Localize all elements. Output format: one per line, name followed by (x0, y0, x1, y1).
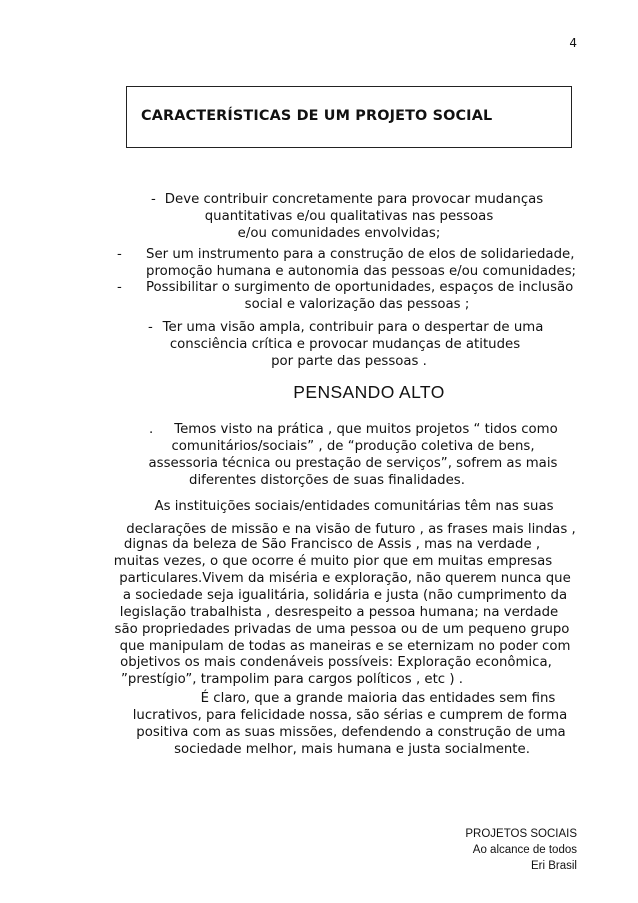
paragraph-2-line-9: que manipulam de todas as maneiras e se eternizam no poder com (119, 639, 571, 654)
bullet-2-line-1: Ser um instrumento para a construção de elos de solidariedade, (146, 247, 575, 262)
section-heading: PENSANDO ALTO (293, 382, 445, 402)
bullet-3-line-1: Possibilitar o surgimento de oportunidades, espaços de inclusão (146, 280, 574, 295)
paragraph-1-line-1: Temos visto na prática , que muitos projetos “ tidos como (174, 422, 558, 437)
bullet-dash: - (148, 320, 153, 335)
paragraph-marker: . (149, 422, 154, 437)
page-title: CARACTERÍSTICAS DE UM PROJETO SOCIAL (141, 108, 493, 124)
bullet-4-line-1: Ter uma visão ampla, contribuir para o despertar de uma (162, 320, 544, 335)
footer-line-1: PROJETOS SOCIAIS (465, 828, 577, 840)
paragraph-2-line-1: As instituições sociais/entidades comunitárias têm nas suas (154, 499, 554, 514)
bullet-4-line-2: consciência crítica e provocar mudanças de atitudes (169, 337, 521, 352)
bullet-2-line-2: promoção humana e autonomia das pessoas e/ou comunidades; (146, 264, 577, 279)
paragraph-2-line-2: declarações de missão e na visão de futuro , as frases mais lindas , (126, 522, 576, 537)
bullet-1-line-1: Deve contribuir concretamente para provocar mudanças (164, 192, 544, 207)
paragraph-2-line-4: muitas vezes, o que ocorre é muito pior que em muitas empresas (113, 554, 553, 569)
paragraph-2-line-11: ”prestígio”, trampolim para cargos políticos , etc ) . (121, 672, 463, 687)
paragraph-2-line-6: a sociedade seja igualitária, solidária e justa (não cumprimento da (122, 588, 568, 603)
paragraph-3-line-3: positiva com as suas missões, defendendo a construção de uma (136, 725, 566, 740)
paragraph-1-line-4: diferentes distorções de suas finalidades. (189, 473, 465, 488)
bullet-dash: - (117, 280, 122, 295)
bullet-dash: - (151, 192, 156, 207)
paragraph-3-line-2: lucrativos, para felicidade nossa, são sérias e cumprem de forma (132, 708, 568, 723)
footer (465, 826, 577, 874)
paragraph-2-line-8: são propriedades privadas de uma pessoa ou de um pequeno grupo (114, 622, 570, 637)
paragraph-1-line-3: assessoria técnica ou prestação de serviços”, sofrem as mais (148, 456, 558, 471)
bullet-3-line-2: social e valorização das pessoas ; (244, 297, 470, 312)
page-number: 4 (569, 36, 577, 50)
footer-line-2: Ao alcance de todos (472, 844, 577, 856)
title-box (126, 86, 572, 148)
paragraph-3-line-4: sociedade melhor, mais humana e justa socialmente. (174, 742, 530, 757)
bullet-1-line-3: e/ou comunidades envolvidas; (237, 226, 441, 241)
bullet-1-line-2: quantitativas e/ou qualitativas nas pessoas (204, 209, 494, 224)
paragraph-2-line-3: dignas da beleza de São Francisco de Assis , mas na verdade , (123, 537, 541, 552)
bullet-4-line-3: por parte das pessoas . (271, 354, 427, 369)
paragraph-3-line-1: É claro, que a grande maioria das entidades sem fins (200, 691, 556, 706)
paragraph-2-line-5: particulares.Vivem da miséria e exploração, não querem nunca que (119, 571, 571, 586)
bullet-dash: - (117, 247, 122, 262)
paragraph-2-line-10: objetivos os mais condenáveis possíveis: Exploração econômica, (120, 655, 552, 670)
paragraph-2-line-7: legislação trabalhista , desrespeito a pessoa humana; na verdade (119, 605, 559, 620)
paragraph-1-line-2: comunitários/sociais” , de “produção coletiva de bens, (171, 439, 535, 454)
footer-line-3: Eri Brasil (530, 860, 577, 872)
